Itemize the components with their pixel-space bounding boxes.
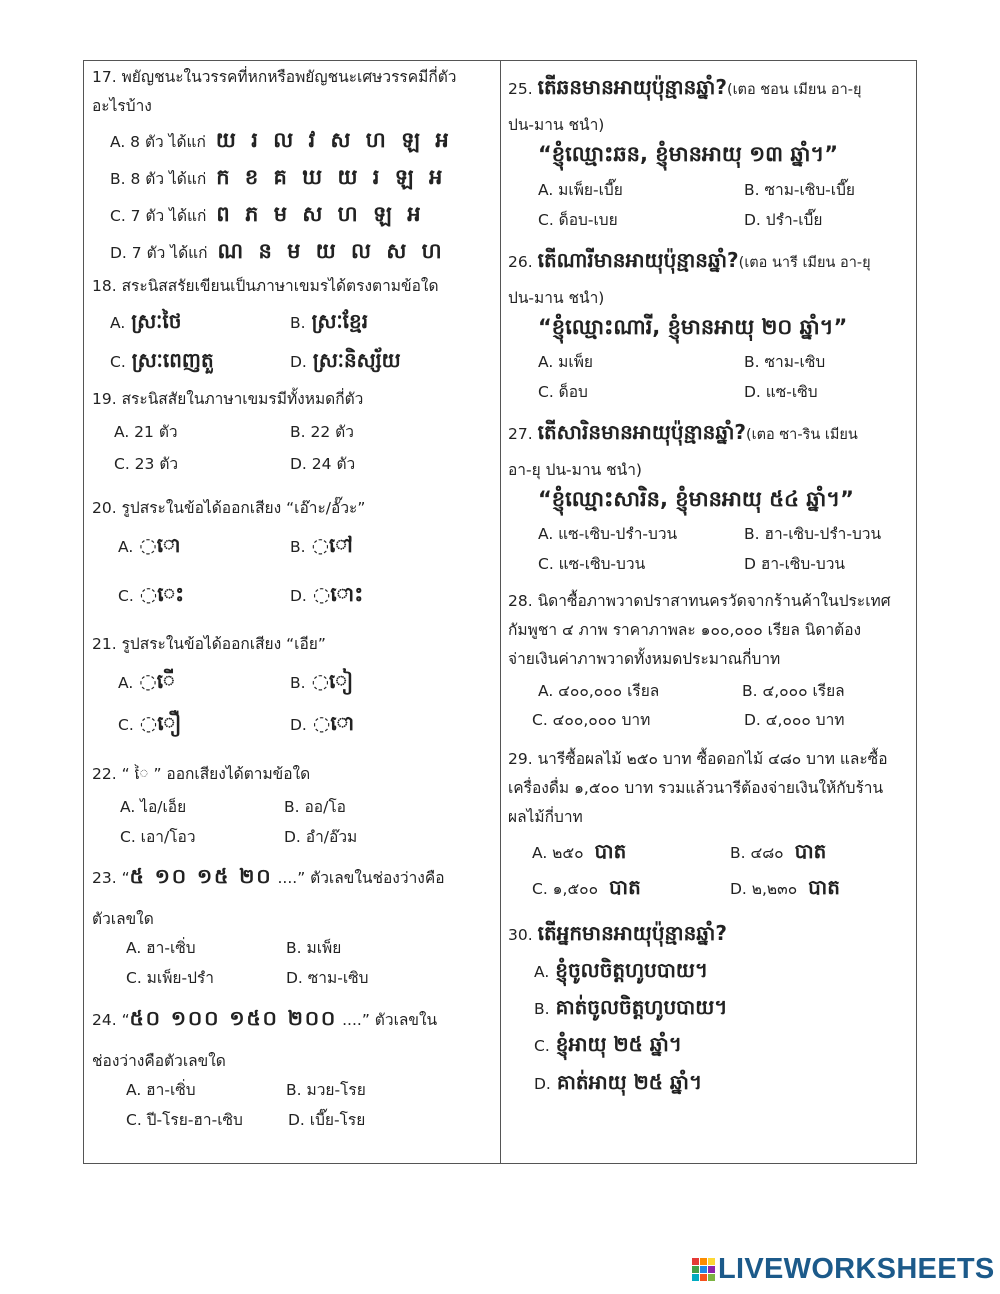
option-value: ◌ោ	[312, 711, 355, 735]
option-d[interactable]: D. ปรำ-เบี๊ย	[744, 211, 823, 229]
option-d[interactable]	[730, 872, 840, 904]
option-value: ស្រៈពេញតួ	[131, 348, 214, 372]
number-sequence: ៥ ១០ ១៥ ២០	[129, 864, 273, 888]
brand-square	[708, 1258, 715, 1265]
reading-guide: ปน-มาน ชนำ)	[508, 116, 605, 134]
option-a[interactable]	[118, 530, 181, 562]
option-c[interactable]: C. ปี-โรย-ฮา-เซิบ	[126, 1111, 243, 1129]
option-c[interactable]	[110, 199, 425, 231]
option-label: C.	[110, 353, 126, 371]
option-a[interactable]: A. แซ-เซิบ-ปรำ-บวน	[538, 525, 678, 543]
number-sequence: ៥០ ១០០ ១៥០ ២០០	[129, 1006, 338, 1030]
option-b[interactable]	[290, 530, 353, 562]
option-d[interactable]: D. แซ-เซิบ	[744, 383, 818, 401]
option-label: D.	[290, 353, 307, 371]
option-label: A.	[118, 674, 134, 692]
brand-square	[700, 1274, 707, 1281]
option-label: B. ๔๘๐	[730, 844, 784, 862]
question-stem: 20. รูปสระในข้อได้ออกเสียง “เอ๊าะ/อั๊วะ”	[92, 499, 366, 517]
question-stem	[508, 418, 912, 450]
option-label: B.	[290, 538, 306, 556]
option-label: A.	[110, 314, 126, 332]
option-label: D.	[290, 716, 307, 734]
option-a[interactable]	[534, 955, 708, 987]
option-d[interactable]: D. 24 ตัว	[290, 455, 356, 473]
option-value: ◌ៅ	[311, 533, 354, 557]
stem-suffix: ....” ตัวเลขในช่องว่างคือ	[272, 869, 445, 887]
option-c[interactable]	[110, 345, 214, 377]
question-stem	[92, 862, 494, 893]
option-value: បាត	[594, 839, 627, 863]
question-number: 27.	[508, 425, 533, 443]
option-c[interactable]	[118, 708, 181, 740]
column-divider	[500, 61, 501, 1163]
question-25	[508, 73, 912, 229]
question-stem: กัมพูชา ๔ ภาพ ราคาภาพละ ๑๐๐,๐๐๐ เรียล นิดาต้อง	[508, 621, 862, 639]
question-19	[92, 385, 494, 473]
option-value: ◌ើ	[139, 669, 175, 693]
option-c[interactable]	[532, 872, 641, 904]
question-number: 30.	[508, 926, 533, 944]
question-28	[508, 587, 912, 729]
option-value: ◌ឿ	[139, 711, 182, 735]
option-b[interactable]	[534, 992, 727, 1024]
option-c[interactable]: C. ด็อบ	[538, 383, 588, 401]
question-26	[508, 246, 912, 401]
option-b[interactable]	[290, 666, 353, 698]
option-d[interactable]	[534, 1067, 702, 1099]
option-value: បាត	[794, 839, 827, 863]
option-b[interactable]: B. ๔,๐๐๐ เรียล	[742, 682, 845, 700]
question-30	[508, 919, 912, 1094]
option-d[interactable]	[290, 708, 354, 740]
question-stem	[508, 246, 912, 278]
option-c[interactable]: C. แซ-เซิบ-บวน	[538, 555, 646, 573]
brand-square	[708, 1266, 715, 1273]
question-stem: 22. “ ◌ៃ ” ออกเสียงได้ตามข้อใด	[92, 765, 311, 783]
option-label: A. ๒๕๐	[532, 844, 584, 862]
question-23	[92, 862, 494, 987]
option-b[interactable]	[290, 306, 368, 338]
option-value: ◌ោះ	[312, 582, 364, 606]
worksheet-frame	[83, 60, 917, 1164]
option-d[interactable]: D ฮา-เซิบ-บวน	[744, 555, 846, 573]
brand-square	[700, 1258, 707, 1265]
option-label: C. ๑,๕๐๐	[532, 880, 599, 898]
option-c[interactable]: C. ด็อบ-เบย	[538, 211, 618, 229]
question-21	[92, 630, 494, 735]
option-value: ព ភ ម ស ហ ឡ អ	[216, 202, 425, 226]
option-a[interactable]: A. ไอ/เอ็ย	[120, 798, 187, 816]
option-d[interactable]: D. เบี๊ย-โรย	[288, 1111, 366, 1129]
option-value: ណ ន ម យ ល ស ហ	[217, 239, 446, 263]
question-stem: จ่ายเงินค่าภาพวาดทั้งหมดประมาณกี่บาท	[508, 650, 781, 668]
question-24	[92, 1004, 494, 1129]
option-label: B.	[290, 314, 306, 332]
option-c[interactable]: C. มเพ็ย-ปรำ	[126, 969, 214, 987]
quoted-answer: “ខ្ញុំឈ្មោះឆន, ខ្ញុំមានអាយុ ១៣ ឆ្នាំ។”	[538, 142, 839, 166]
option-label: A. 8 ตัว ได้แก่	[110, 133, 206, 151]
option-value: ◌េះ	[139, 582, 185, 606]
option-c[interactable]	[534, 1029, 682, 1061]
question-stem: 17. พยัญชนะในวรรคที่หกหรือพยัญชนะเศษวรรคมีกี่ตัว	[92, 68, 457, 86]
option-b[interactable]: B. ฮา-เซิบ-ปรำ-บวน	[744, 525, 882, 543]
option-label: D. 7 ตัว ได้แก่	[110, 244, 208, 262]
option-value: ស្រៈថៃ	[131, 309, 182, 333]
option-a[interactable]: A. มเพ็ย	[538, 353, 593, 371]
question-number: 26.	[508, 253, 533, 271]
option-value: ស្រៈនិស្ស័យ	[312, 348, 401, 372]
question-number: 25.	[508, 80, 533, 98]
question-20	[92, 494, 494, 606]
option-value: បាត	[609, 875, 641, 899]
question-17	[92, 63, 494, 263]
option-label: C.	[534, 1037, 550, 1055]
brand-grid-icon	[692, 1258, 714, 1280]
option-label: B.	[534, 1000, 550, 1018]
quoted-answer: “ខ្ញុំឈ្មោះណារី, ខ្ញុំមានអាយុ ២០ ឆ្នាំ។”	[538, 315, 848, 339]
option-a[interactable]	[110, 306, 181, 338]
option-c[interactable]: C. 23 ตัว	[114, 455, 179, 473]
option-label: D.	[290, 587, 307, 605]
brand-square	[700, 1266, 707, 1273]
option-value: ក ខ គ ឃ យ រ ឡ អ	[216, 165, 447, 189]
khmer-question: តើណារីមានអាយុប៉ុន្មានឆ្នាំ?	[537, 248, 739, 272]
option-value: យ រ ល វ ស ហ ឡ អ	[215, 128, 453, 152]
brand-square	[708, 1274, 715, 1281]
option-a[interactable]	[118, 666, 175, 698]
question-stem	[508, 73, 912, 105]
question-18	[92, 272, 494, 372]
option-c[interactable]: C. ๔๐๐,๐๐๐ บาท	[532, 711, 651, 729]
option-a[interactable]: A. 21 ตัว	[114, 423, 178, 441]
option-value: ខ្ញុំចូលចិត្តហូបបាយ។	[555, 958, 709, 982]
option-label: A.	[534, 963, 550, 981]
option-a[interactable]: A. ฮา-เซิ่บ	[126, 1081, 196, 1099]
option-value: ◌ៀ	[311, 669, 354, 693]
option-label: C. 7 ตัว ได้แก่	[110, 207, 207, 225]
question-stem: 21. รูปสระในข้อได้ออกเสียง “เอีย”	[92, 635, 326, 653]
option-a[interactable]	[110, 125, 453, 157]
option-value: ◌ោ	[139, 533, 181, 557]
question-22	[92, 760, 494, 846]
option-d[interactable]	[290, 345, 401, 377]
option-d[interactable]: D. อำ/อ๊วม	[284, 828, 358, 846]
liveworksheets-logo[interactable]	[692, 1252, 995, 1286]
quoted-answer: “ខ្ញុំឈ្មោះសារិន, ខ្ញុំមានអាយុ ៥៤ ឆ្នាំ។”	[538, 487, 854, 511]
khmer-question: តើសារិនមានអាយុប៉ុន្មានឆ្នាំ?	[537, 420, 746, 444]
question-stem: 28. นิดาซื้อภาพวาดปราสาทนครวัดจากร้านค้าในประเทศ	[508, 592, 891, 610]
option-label: C.	[118, 716, 134, 734]
option-value: គាត់អាយុ ២៥ ឆ្នាំ។	[556, 1070, 703, 1094]
reading-guide: (เตอ ชอน เมียน อา-ยุ	[726, 82, 862, 98]
option-label: B.	[290, 674, 306, 692]
khmer-question: តើឆនមានអាយុប៉ុន្មានឆ្នាំ?	[537, 75, 727, 99]
question-stem: ผลไม้กี่บาท	[508, 808, 583, 826]
option-c[interactable]	[118, 579, 184, 611]
option-label: D. ๒,๒๓๐	[730, 880, 798, 898]
reading-guide: อา-ยุ ปน-มาน ชนำ)	[508, 461, 642, 479]
stem-suffix: ....” ตัวเลขใน	[337, 1011, 438, 1029]
stem-prefix: 24. “	[92, 1011, 130, 1029]
option-a[interactable]: A. มเพ็ย-เบี๊ย	[538, 181, 623, 199]
option-b[interactable]: B. ซาม-เซิบ-เบี๊ย	[744, 181, 855, 199]
question-stem: ตัวเลขใด	[92, 910, 154, 928]
question-stem: อะไรบ้าง	[92, 97, 152, 115]
option-c[interactable]: C. เอา/โอว	[120, 828, 196, 846]
question-29	[508, 745, 912, 899]
option-label: D.	[534, 1075, 551, 1093]
reading-guide: (เตอ นารี เมียน อา-ยุ	[738, 255, 871, 271]
option-b[interactable]: B. ซาม-เซิบ	[744, 353, 826, 371]
option-d[interactable]: D. ๔,๐๐๐ บาท	[744, 711, 845, 729]
option-b[interactable]: B. ออ/โอ	[284, 798, 346, 816]
option-a[interactable]: A. ฮา-เซิ่บ	[126, 939, 196, 957]
brand-name: LIVEWORKSHEETS	[718, 1252, 995, 1285]
question-stem	[508, 919, 912, 950]
option-d[interactable]	[290, 579, 363, 611]
option-label: B. 8 ตัว ได้แก่	[110, 170, 207, 188]
reading-guide: (เตอ ซา-ริน เมียน	[745, 427, 858, 443]
question-stem: 29. นารีซื้อผลไม้ ๒๕๐ บาท ซื้อดอกไม้ ๔๘๐ บาท และซื้อ	[508, 750, 888, 768]
option-b[interactable]: B. 22 ตัว	[290, 423, 354, 441]
question-stem: ช่องว่างคือตัวเลขใด	[92, 1052, 226, 1070]
option-label: A.	[118, 538, 134, 556]
stem-prefix: 23. “	[92, 869, 130, 887]
question-stem: 18. สระนิสสรัยเขียนเป็นภาษาเขมรได้ตรงตามข้อใด	[92, 277, 439, 295]
option-d[interactable]	[110, 236, 446, 268]
option-b[interactable]: B. มเพ็ย	[286, 939, 342, 957]
question-27	[508, 418, 912, 573]
question-stem: เครื่องดื่ม ๑,๕๐๐ บาท รวมแล้วนารีต้องจ่ายเงินให้กับร้าน	[508, 779, 884, 797]
option-value: ខ្ញុំអាយុ ២៥ ឆ្នាំ។	[555, 1032, 682, 1056]
option-a[interactable]: A. ๔๐๐,๐๐๐ เรียล	[538, 682, 660, 700]
option-d[interactable]: D. ซาม-เซิบ	[286, 969, 369, 987]
option-value: គាត់ចូលចិត្តហូបបាយ។	[555, 995, 728, 1019]
question-stem: 19. สระนิสสัยในภาษาเขมรมีทั้งหมดกี่ตัว	[92, 390, 364, 408]
option-b[interactable]	[110, 162, 446, 194]
brand-square	[692, 1258, 699, 1265]
option-label: C.	[118, 587, 134, 605]
reading-guide: ปน-มาน ชนำ)	[508, 289, 605, 307]
brand-square	[692, 1274, 699, 1281]
option-b[interactable]	[730, 836, 826, 868]
question-stem	[92, 1004, 494, 1035]
option-value: បាត	[808, 875, 840, 899]
khmer-question: តើអ្នកមានអាយុប៉ុន្មានឆ្នាំ?	[537, 921, 727, 945]
brand-square	[692, 1266, 699, 1273]
option-a[interactable]	[532, 836, 626, 868]
option-b[interactable]: B. มวย-โรย	[286, 1081, 366, 1099]
option-value: ស្រៈខ្មែរ	[311, 309, 369, 333]
